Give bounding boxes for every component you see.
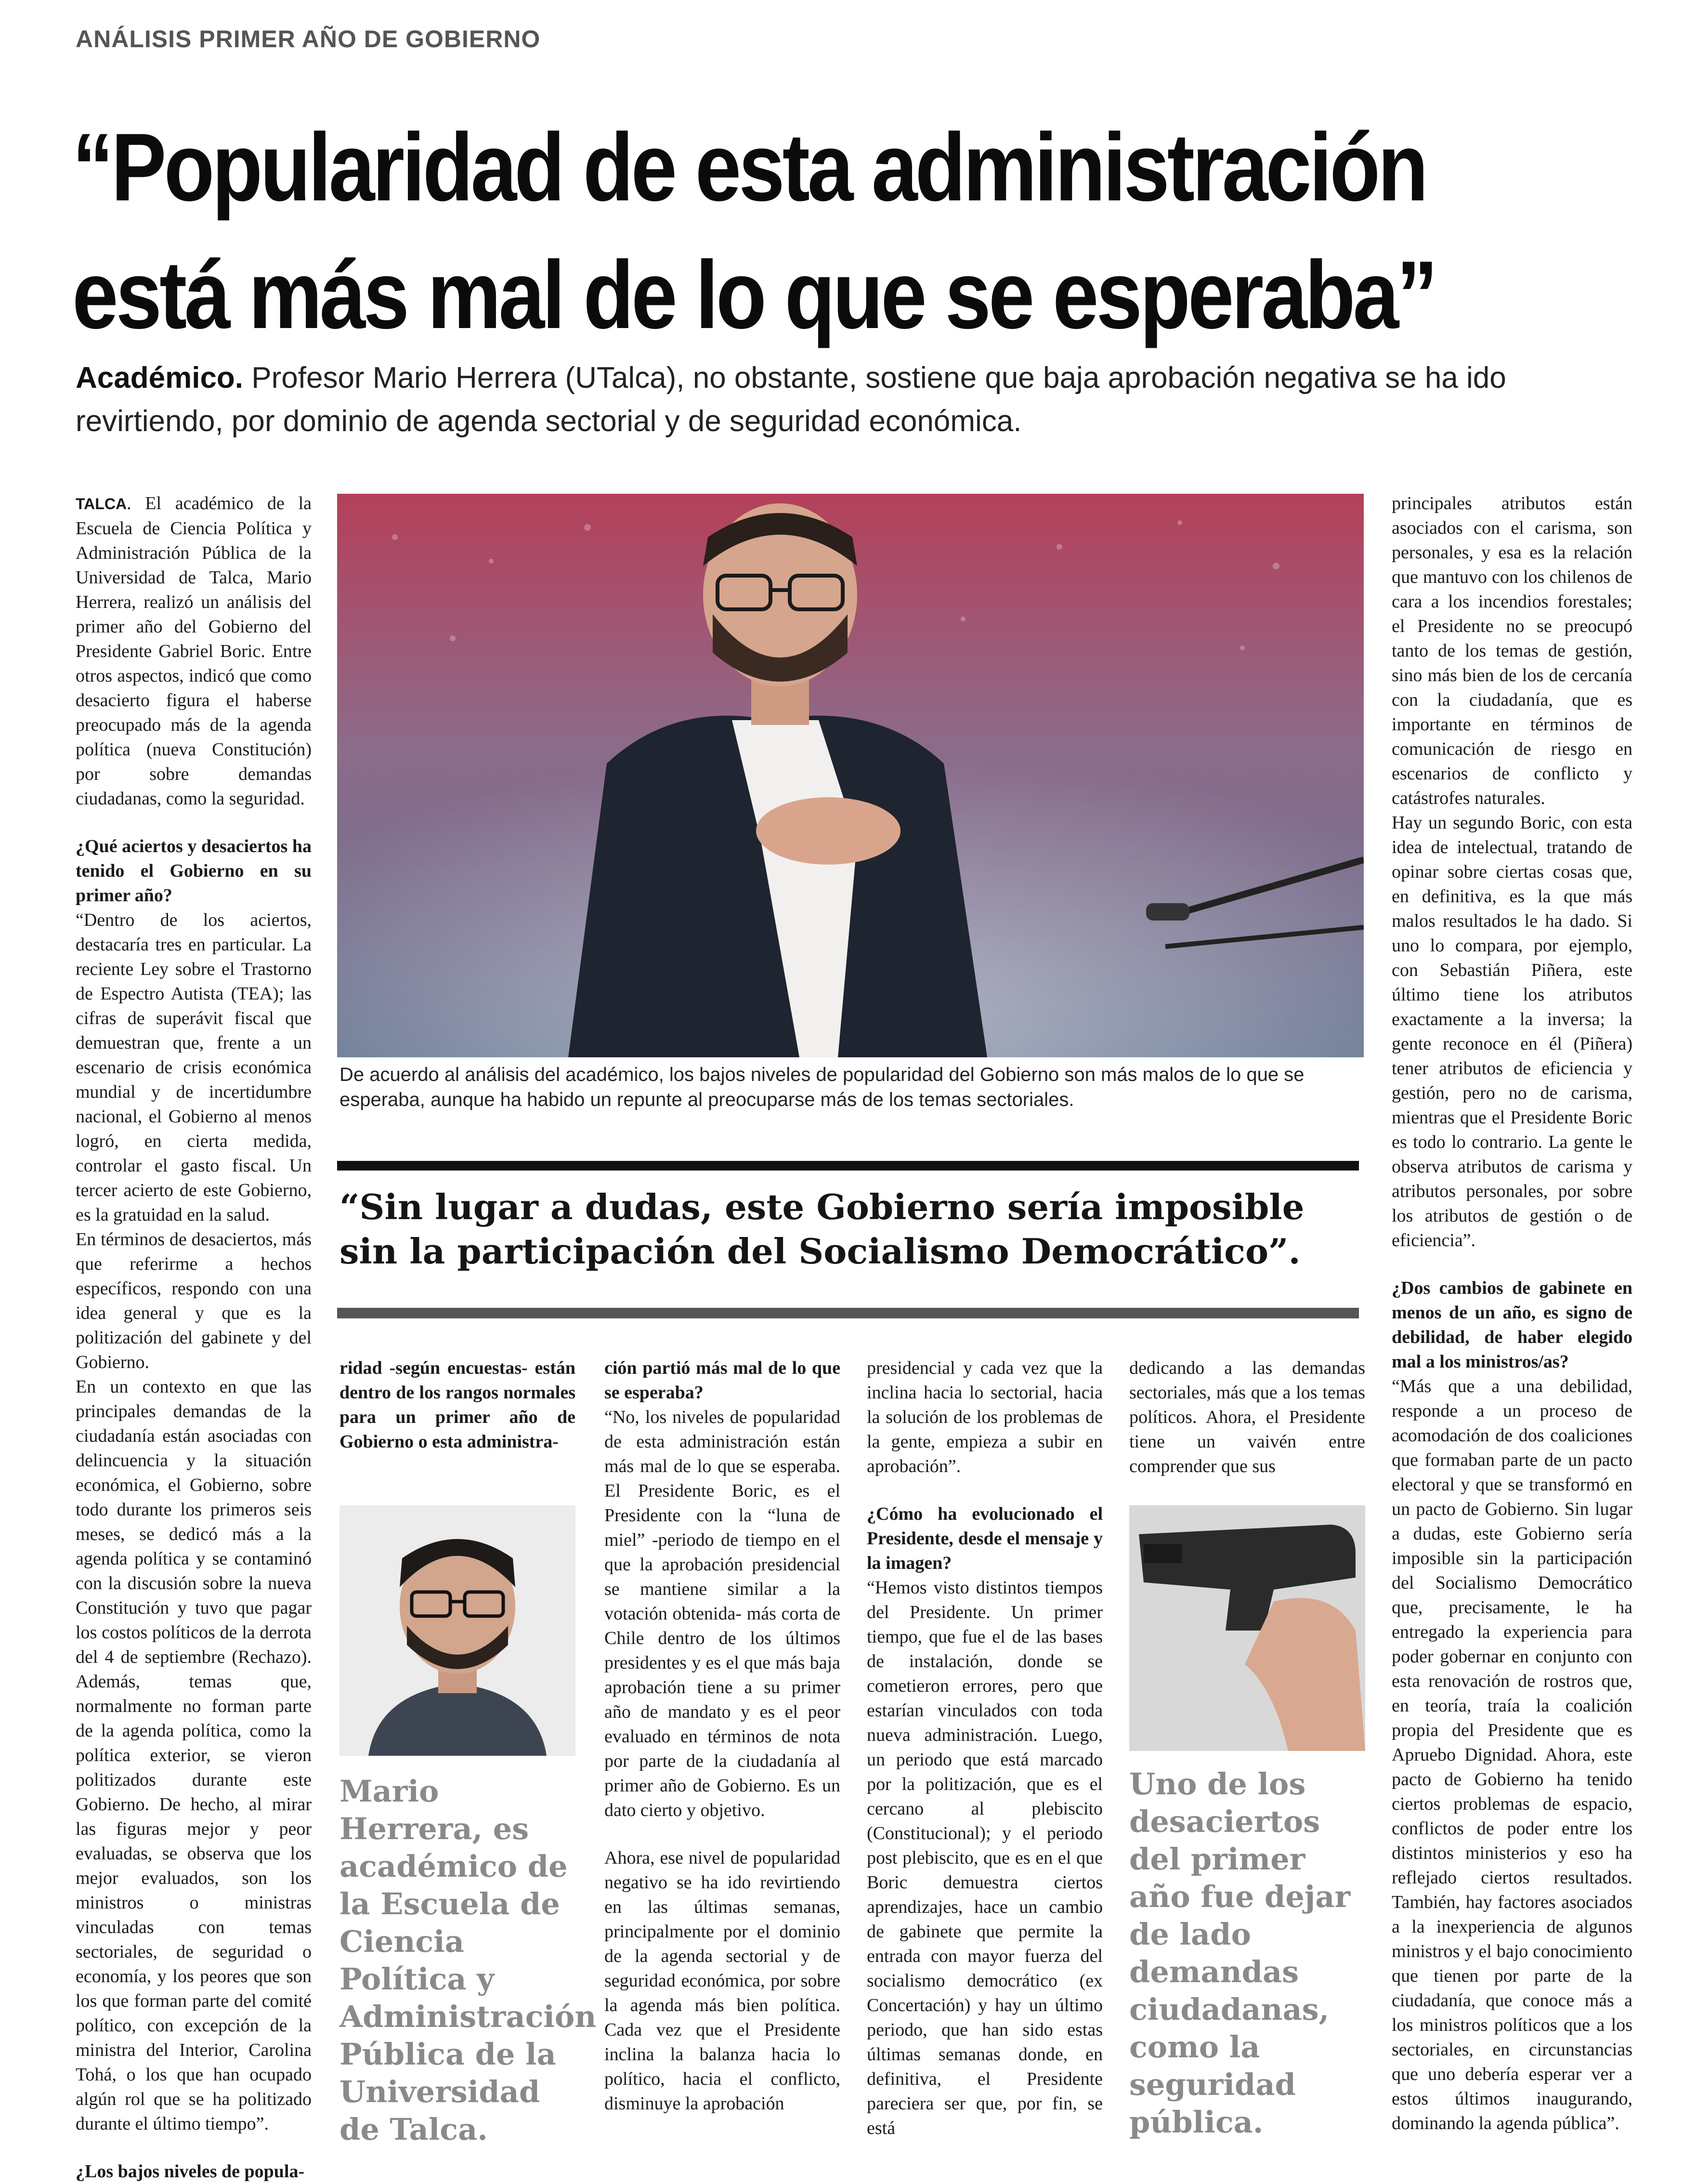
column-3 — [604, 1356, 840, 2116]
lead-kicker: Académico. — [76, 361, 244, 395]
pullquote-bottom-rule — [337, 1308, 1359, 1318]
main-photo — [337, 494, 1364, 1057]
question-2-start: ¿Los bajos niveles de popula- — [76, 2161, 305, 2182]
pullquote: “Sin lugar a dudas, este Gobierno sería imposible sin la participación del Socialismo Democrático”. — [339, 1186, 1305, 1272]
col4-paragraph-1: presidencial y cada vez que la inclina hacia lo sectorial, hacia la solución de los problemas de la gente, empieza a subir en aprobación”. — [867, 1358, 1103, 1476]
column-5 — [1129, 1356, 1365, 1479]
col4-paragraph-2: “Hemos visto distintos tiempos del Presidente. Un primer tiempo, que fue el de las bases de instalación, donde se cometieron errores, pero que estarían vinculados con toda nueva administración. Luego, un periodo que está marcado por la politización, que es el cercano al plebiscito (Constitucional); y el periodo post plebiscito, que es en el que Boric demuestra ciertos aprendizajes, hace un cambio de gabinete que permite la entrada con mayor fuerza del socialismo democrático (ex Concertación) y hay un último periodo, que han sido estas últimas semanas donde, en definitiva, el Presidente pareciera ser que, por fin, se está — [867, 1578, 1103, 2138]
portrait-caption-quote: Mario Herrera, es académico de la Escuela de Ciencia Política y Administración Pública de la Universidad de Talca. — [339, 1774, 597, 2147]
president-photo-illustration — [337, 494, 1364, 1057]
col1-paragraph-1: TALCA. El académico de la Escuela de Ciencia Política y Administración Pública de la Universidad de Talca, Mario Herrera, realizó un análisis del primer año del Gobierno del Presidente Gabriel Boric. Entre otros aspectos, indicó que como desacierto figura el haberse preocupado más de la agenda política (nueva Constitución) por sobre demandas ciudadanas, como la seguridad. — [76, 493, 312, 809]
portrait-illustration — [339, 1505, 575, 1756]
headline-line-1: “Popularidad de esta administración — [72, 114, 1426, 221]
headline-line-2: está más mal de lo que se esperaba” — [72, 241, 1436, 349]
col6-paragraph-2: Hay un segundo Boric, con esta idea de intelectual, tratando de opinar sobre ciertas cosas que, en definitiva, es la que más malos resultados le ha dado. Si uno lo compara, por ejemplo, con Sebastián Piñera, este último tiene los atributos exactamente a la inversa; la gente reconoce en él (Piñera) tener atributos de eficiencia y gestión, pero no de carisma, mientras que el Presidente Boric es todo lo contrario. La gente le observa atributos de carisma y atributos personales, por sobre los atributos de gestión o de eficiencia”. — [1392, 813, 1632, 1250]
section-tag: ANÁLISIS PRIMER AÑO DE GOBIERNO — [76, 26, 541, 53]
question-2-end: ción partió más mal de lo que se esperaba? — [604, 1358, 840, 1403]
column-1 — [76, 491, 312, 2184]
column-2 — [339, 1356, 575, 1454]
headline — [72, 104, 1436, 359]
lead-paragraph — [76, 356, 1641, 443]
col3-paragraph-1: “No, los niveles de popularidad de esta administración están más mal de lo que se esperaba. El Presidente Boric, es el Presidente con la “luna de miel” -periodo de tiempo en el que la aprobación presidencial se mantiene similar a la votación obtenida- más corta de Chile dentro de los últimos presidentes y es el que más baja aprobación tiene a su primer año de mandato y es el peor evaluado en términos de nota por parte de la ciudadanía al primer año de Gobierno. Es un dato cierto y objetivo. — [604, 1407, 840, 1820]
col6-paragraph-3: “Más que a una debilidad, responde a un proceso de acomodación de dos coaliciones que formaban parte de un pacto electoral y que se transformó en un pacto de Gobierno. Sin lugar a dudas, este Gobierno sería imposible sin la participación del Socialismo Democrático que, precisamente, le ha entregado la experiencia para poder gobernar en conjunto con esta renovación de rostros que, en teoría, traía la coalición propia del Presidente que es Apruebo Dignidad. Ahora, este pacto de Gobierno ha tenido ciertos problemas de espacio, conflictos de poder entre los distintos ministerios y eso ha reflejado ciertos resultados. También, hay factores asociados a la inexperiencia de algunos ministros y el bajo conocimiento que tienen por parte de la ciudadanía, que conoce más a los ministros políticos que a los sectoriales, en circunstancias que uno debería esperar ver a estos últimos inaugurando, dominando la agenda pública”. — [1392, 1376, 1632, 2133]
gun-caption-quote: Uno de los desaciertos del primer año fue dejar de lado demandas ciudadanas, como la seguridad pública. — [1129, 1766, 1351, 2140]
question-4: ¿Dos cambios de gabinete en menos de un año, es signo de debilidad, de haber elegido mal a los ministros/as? — [1392, 1278, 1632, 1372]
lead-text: Profesor Mario Herrera (UTalca), no obstante, sostiene que baja aprobación negativa se ha ido revirtiendo, por dominio de agenda sectorial y de seguridad económica. — [76, 361, 1506, 438]
question-2-continued: ridad -según encuestas- están dentro de los rangos normales para un primer año de Gobierno o esta administra- — [339, 1358, 575, 1452]
column-4 — [867, 1356, 1103, 2141]
portrait-photo — [339, 1505, 575, 1756]
question-3: ¿Cómo ha evolucionado el Presidente, desde el mensaje y la imagen? — [867, 1504, 1103, 1573]
pullquote-top-rule — [337, 1161, 1359, 1171]
gun-photo — [1129, 1505, 1365, 1751]
col6-paragraph-1: principales atributos están asociados con el carisma, son personales, y esa es la relación que mantuvo con los chilenos de cara a los incendios forestales; el Presidente no se preocupó tanto de los temas de gestión, sino más bien de los de cercanía con la ciudadanía, que es importante en términos de comunicación de riesgo en escenarios de conflicto y catástrofes naturales. — [1392, 493, 1632, 808]
col3-paragraph-2: Ahora, ese nivel de popularidad negativo se ha ido revirtiendo en las últimas semanas, principalmente por el dominio de la agenda sectorial y de seguridad económica, por sobre la agenda más bien política. Cada vez que el Presidente inclina la balanza hacia lo político, hacia el conflicto, disminuye la aprobación — [604, 1848, 840, 2114]
column-6 — [1392, 491, 1632, 2136]
dateline: TALCA — [76, 495, 127, 513]
col1-paragraph-3: En términos de desaciertos, más que referirme a hechos específicos, respondo con una idea general y que es la politización del gabinete y del Gobierno. — [76, 1229, 312, 1372]
question-1: ¿Qué aciertos y desaciertos ha tenido el Gobierno en su primer año? — [76, 836, 312, 906]
handgun-illustration — [1129, 1505, 1365, 1751]
photo-caption: De acuerdo al análisis del académico, los bajos niveles de popularidad del Gobierno son más malos de lo que se esperaba, aunque ha habido un repunte al preocuparse más de los temas sectoriales. — [339, 1064, 1305, 1110]
col1-paragraph-2: “Dentro de los aciertos, destacaría tres en particular. La reciente Ley sobre el Trastorno de Espectro Autista (TEA); las cifras de superávit fiscal que demuestran que, frente a un escenario de crisis económica mundial y de incertidumbre nacional, el Gobierno al menos logró, en cierta medida, controlar el gasto fiscal. Un tercer acierto de este Gobierno, es la gratuidad en la salud. — [76, 910, 312, 1225]
col1-paragraph-4: En un contexto en que las principales demandas de la ciudadanía están asociadas con delincuencia y la situación económica, el Gobierno, sobre todo durante los primeros seis meses, se dedicó más a la agenda política y se contaminó con la discusión sobre la nueva Constitución y tuvo que pagar los costos políticos de la derrota del 4 de septiembre (Rechazo). Además, temas que, normalmente no forman parte de la agenda política, como la política exterior, se vieron politizados durante este Gobierno. De hecho, al mirar las figuras mejor y peor evaluadas, se observa que los mejor evaluados, son los ministros o ministras vinculadas con temas sectoriales, de seguridad o economía, y los peores que son los que forman parte del comité político, con excepción de la ministra del Interior, Carolina Tohá, o los que han ocupado algún rol que se ha politizado durante el último tiempo”. — [76, 1377, 312, 2134]
col5-paragraph-1: dedicando a las demandas sectoriales, más que a los temas políticos. Ahora, el Presidente tiene un vaivén entre comprender que sus — [1129, 1358, 1365, 1476]
